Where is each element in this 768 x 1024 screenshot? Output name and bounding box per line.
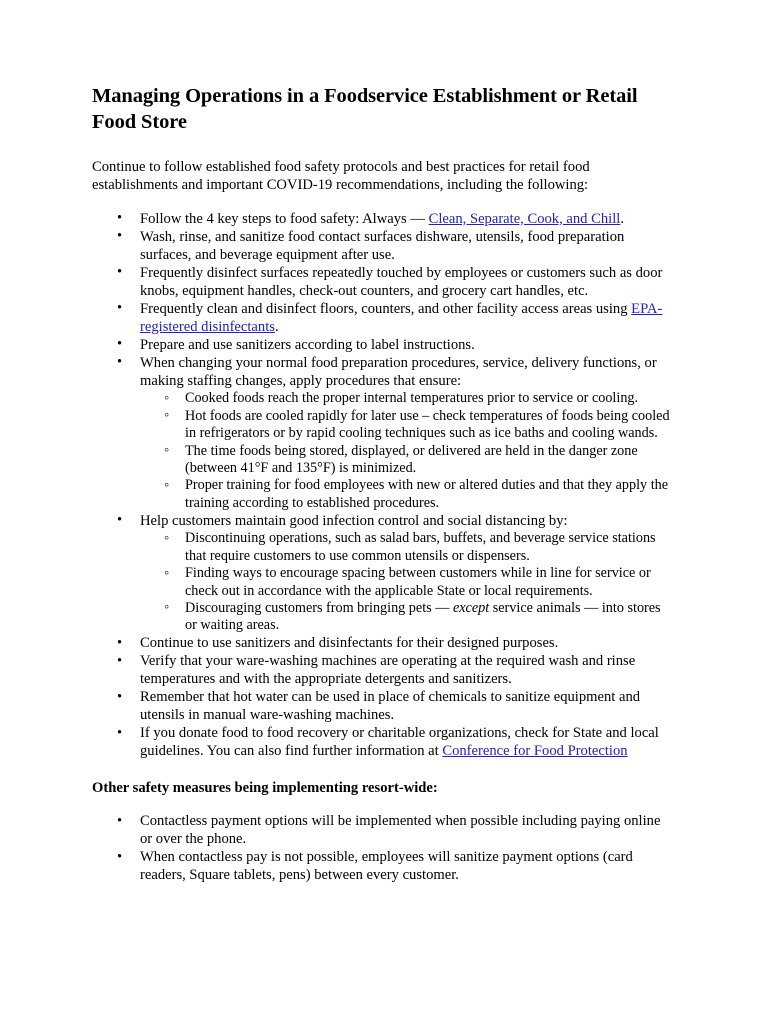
bullet-text: Prepare and use sanitizers according to label instructions. bbox=[140, 336, 475, 353]
list-item: • Contactless payment options will be implemented when possible including paying online or over the phone. bbox=[92, 813, 672, 848]
link-conference-for-food-protection[interactable]: Conference for Food Protection bbox=[442, 743, 628, 760]
list-item bbox=[92, 513, 672, 635]
bullet-text: If you donate food to food recovery or charitable organizations, check for State and local guidelines. You can also find further information at bbox=[140, 725, 659, 760]
main-bullet-list bbox=[92, 211, 672, 761]
list-item bbox=[92, 653, 672, 688]
sub-bullet-list bbox=[140, 390, 672, 512]
sub-list-item: ◦ Finding ways to encourage spacing between customers while in line for service or check out in accordance with the applicable State or local requirements. bbox=[140, 565, 672, 600]
bullet-text: Frequently clean and disinfect floors, counters, and other facility access areas using bbox=[140, 300, 632, 317]
bullet-text: Verify that your ware-washing machines are operating at the required wash and rinse temperatures and with the appropriate detergents and sanitizers. bbox=[140, 653, 636, 688]
sub-bullet-list bbox=[140, 530, 672, 634]
section-heading-other-safety-measures: Other safety measures being implementing resort-wide: bbox=[92, 779, 438, 796]
emphasis-except: except bbox=[452, 599, 490, 616]
list-item bbox=[92, 337, 672, 355]
bullet-text: Remember that hot water can be used in place of chemicals to sanitize equipment and utensils in manual ware-washing machines. bbox=[140, 689, 641, 724]
link-epa-registered-disinfectants[interactable]: EPA-registered disinfectants bbox=[140, 300, 663, 335]
other-measures-bullet-list bbox=[92, 813, 672, 884]
list-item bbox=[92, 725, 672, 760]
bullet-text: Follow the 4 key steps to food safety: Always — bbox=[140, 210, 429, 227]
list-item bbox=[92, 355, 672, 512]
page-title: Managing Operations in a Foodservice Establishment or Retail Food Store bbox=[92, 85, 638, 133]
list-item bbox=[92, 301, 672, 336]
bullet-text: Frequently disinfect surfaces repeatedly touched by employees or customers such as door knobs, equipment handles, check-out counters, and grocery cart handles, etc. bbox=[140, 264, 663, 299]
sub-list-item: ◦ The time foods being stored, displayed, or delivered are held in the danger zone (between 41°F and 135°F) is minimized. bbox=[140, 443, 672, 478]
bullet-text: Wash, rinse, and sanitize food contact surfaces dishware, utensils, food preparation surfaces, and beverage equipment after use. bbox=[140, 228, 625, 263]
list-item bbox=[92, 229, 672, 264]
bullet-text: Continue to use sanitizers and disinfectants for their designed purposes. bbox=[140, 635, 559, 652]
list-item bbox=[92, 211, 672, 229]
sub-list-item: ◦ Cooked foods reach the proper internal temperatures prior to service or cooling. bbox=[140, 390, 672, 407]
list-item bbox=[92, 265, 672, 300]
list-item bbox=[92, 689, 672, 724]
list-item bbox=[92, 635, 672, 653]
intro-paragraph: Continue to follow established food safety protocols and best practices for retail food establishments and important COVID-19 recommendations, including the following: bbox=[92, 158, 590, 194]
sub-item-text-tail: service animals — into stores or waiting areas. bbox=[185, 599, 661, 634]
sub-item-text: Discouraging customers from bringing pets — bbox=[185, 599, 453, 616]
sub-list-item: ◦ Discontinuing operations, such as salad bars, buffets, and beverage service stations that require customers to use common utensils or dispensers. bbox=[140, 530, 672, 565]
bullet-text: Help customers maintain good infection control and social distancing by: bbox=[140, 512, 568, 529]
sub-list-item: ◦ Proper training for food employees with new or altered duties and that they apply the training according to established procedures. bbox=[140, 477, 672, 512]
sub-list-item: ◦ Hot foods are cooled rapidly for later use – check temperatures of foods being cooled in refrigerators or by rapid cooling techniques such as ice baths and cooling wands. bbox=[140, 408, 672, 443]
bullet-text-tail: . bbox=[620, 210, 624, 227]
link-clean-separate-cook-chill[interactable]: Clean, Separate, Cook, and Chill bbox=[428, 210, 621, 227]
bullet-text: When changing your normal food preparation procedures, service, delivery functions, or making staffing changes, apply procedures that ensure: bbox=[140, 354, 657, 389]
sub-list-item bbox=[140, 600, 672, 635]
list-item: • When contactless pay is not possible, employees will sanitize payment options (card readers, Square tablets, pens) between every customer. bbox=[92, 849, 672, 884]
bullet-text-tail: . bbox=[274, 318, 279, 335]
